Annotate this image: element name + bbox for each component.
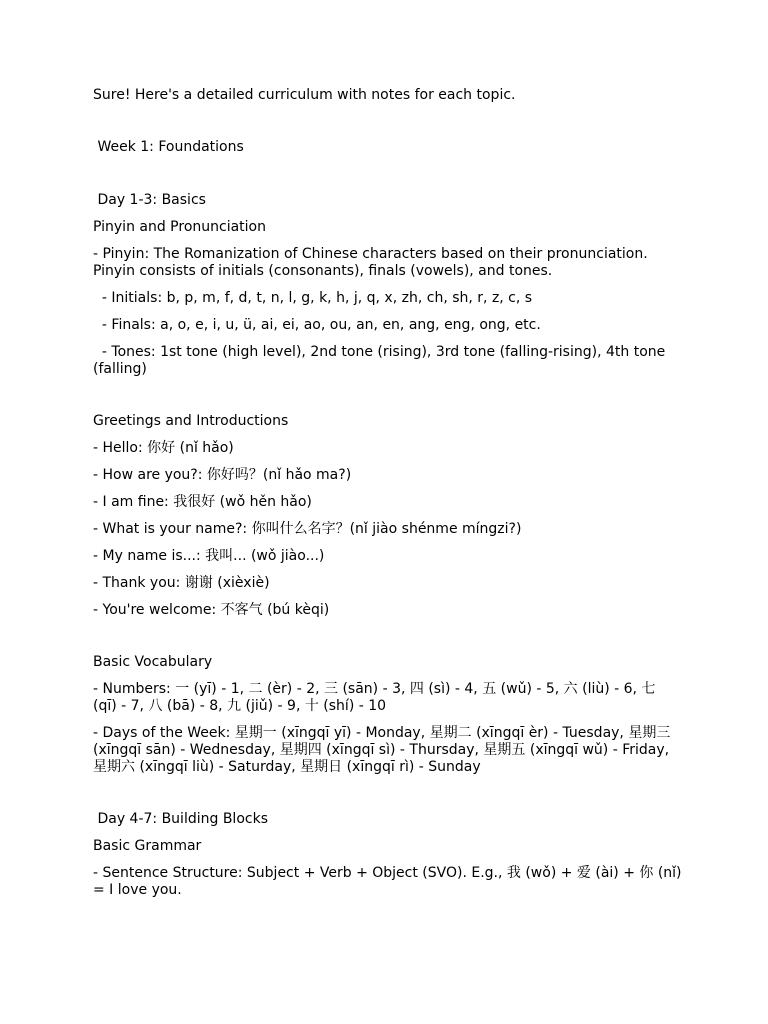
week-1-heading: Week 1: Foundations [93,139,244,155]
pinyin-finals: - Finals: a, o, e, i, u, ü, ai, ei, ao, ou, an, en, ang, eng, ong, etc. [93,317,541,333]
document-body [93,87,686,909]
greeting-how-are-you: - How are you?: 你好吗？(nǐ hǎo ma?) [93,467,352,483]
vocabulary-days-of-week: - Days of the Week: 星期一 (xīngqī yī) - Monday, 星期二 (xīngqī èr) - Tuesday, 星期三 (xīngqī sān) - Wednesday, 星期四 (xīngqī sì) - Thursday, 星期五 (xīngqī wǔ) - Friday, 星期六 (xīngqī liù) - Saturday, 星期日 (xīngqī rì) - Sunday [93,725,675,775]
greeting-youre-welcome: - You're welcome: 不客气 (bú kèqi) [93,602,330,618]
greeting-what-is-your-name: - What is your name?: 你叫什么名字？(nǐ jiào shénme míngzi?) [93,521,522,537]
greeting-hello: - Hello: 你好 (nǐ hǎo) [93,440,234,456]
greeting-i-am-fine: - I am fine: 我很好 (wǒ hěn hǎo) [93,494,312,510]
grammar-sentence-structure: - Sentence Structure: Subject + Verb + Object (SVO). E.g., 我 (wǒ) + 爱 (ài) + 你 (nǐ) = I love you. [93,865,686,898]
greetings-section-title: Greetings and Introductions [93,413,289,429]
day-1-3-heading: Day 1-3: Basics [93,192,206,208]
pinyin-tones: - Tones: 1st tone (high level), 2nd tone (rising), 3rd tone (falling-rising), 4th tone (falling) [93,344,670,377]
intro-text: Sure! Here's a detailed curriculum with notes for each topic. [93,87,516,103]
pinyin-initials: - Initials: b, p, m, f, d, t, n, l, g, k, h, j, q, x, zh, ch, sh, r, z, c, s [93,290,533,306]
pinyin-definition: - Pinyin: The Romanization of Chinese characters based on their pronunciation. Pinyin consists of initials (consonants), finals (vowels), and tones. [93,246,653,279]
greeting-my-name-is: - My name is...: 我叫... (wǒ jiào...) [93,548,325,564]
grammar-section-title: Basic Grammar [93,838,202,854]
pinyin-section-title: Pinyin and Pronunciation [93,219,266,235]
vocabulary-numbers: - Numbers: 一 (yī) - 1, 二 (èr) - 2, 三 (sān) - 3, 四 (sì) - 4, 五 (wǔ) - 5, 六 (liù) - 6, 七 (qī) - 7, 八 (bā) - 8, 九 (jiǔ) - 9, 十 (shí) - 10 [93,681,660,714]
greeting-thank-you: - Thank you: 谢谢 (xièxiè) [93,575,270,591]
day-4-7-heading: Day 4-7: Building Blocks [93,811,268,827]
vocabulary-section-title: Basic Vocabulary [93,654,213,670]
